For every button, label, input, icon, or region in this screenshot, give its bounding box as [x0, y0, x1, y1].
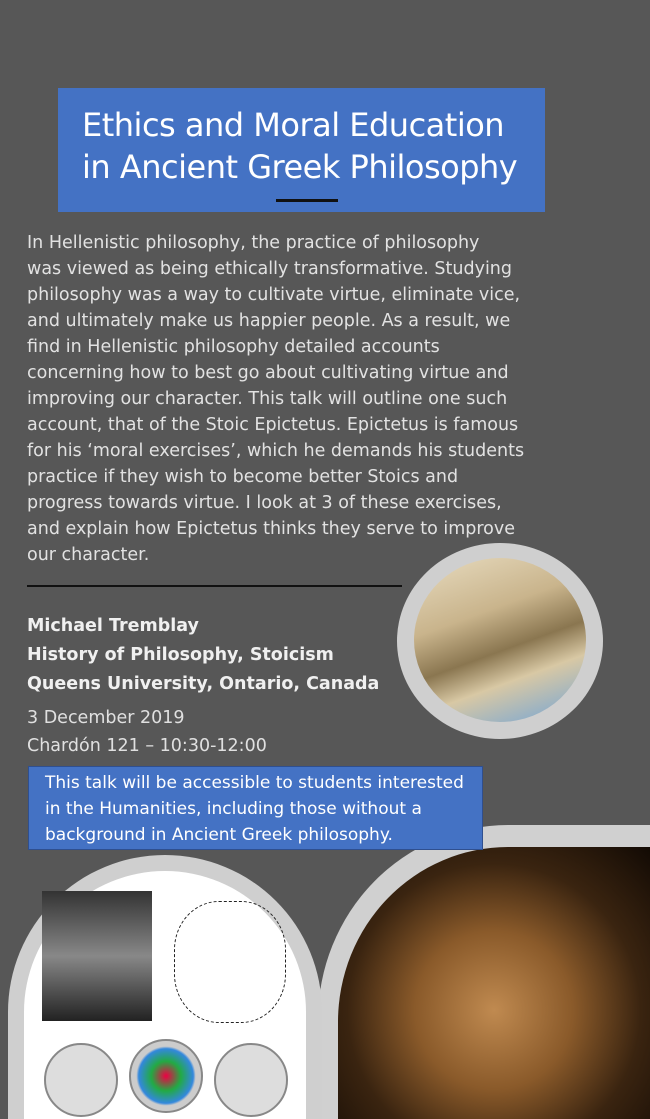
abstract-line: philosophy was a way to cultivate virtue, eliminate vice,: [27, 285, 521, 305]
abstract-line: practice if they wish to become better Stoics and: [27, 467, 459, 487]
title-line-1: Ethics and Moral Education: [82, 106, 505, 144]
abstract: [27, 230, 524, 568]
title-underline: [276, 199, 338, 202]
abstract-line: In Hellenistic philosophy, the practice of philosophy: [27, 233, 480, 253]
event-date: 3 December 2019: [27, 708, 185, 728]
abstract-line: progress towards virtue. I look at 3 of these exercises,: [27, 493, 502, 513]
abstract-line: our character.: [27, 545, 150, 565]
abstract-line: find in Hellenistic philosophy detailed accounts: [27, 337, 440, 357]
busts-photo: [318, 825, 650, 1119]
divider: [27, 585, 402, 587]
abstract-line: concerning how to best go about cultivating virtue and: [27, 363, 509, 383]
note-line: This talk will be accessible to students interested: [45, 773, 464, 793]
parthenon-photo: [397, 543, 603, 739]
note-line: in the Humanities, including those without a: [45, 799, 422, 819]
abstract-line: account, that of the Stoic Epictetus. Epictetus is famous: [27, 415, 519, 435]
speaker-name: Michael Tremblay: [27, 616, 199, 636]
abstract-line: for his ‘moral exercises’, which he demands his students: [27, 441, 525, 461]
abstract-line: was viewed as being ethically transformative. Studying: [27, 259, 513, 279]
event-location-time: Chardón 121 – 10:30-12:00: [27, 736, 267, 756]
speaker-affiliation: Queens University, Ontario, Canada: [27, 674, 380, 694]
speaker-field: History of Philosophy, Stoicism: [27, 645, 334, 665]
eye-tracking-figure: [8, 855, 322, 1119]
abstract-line: and ultimately make us happier people. As a result, we: [27, 311, 511, 331]
note-line: background in Ancient Greek philosophy.: [45, 825, 393, 845]
title-line-2: in Ancient Greek Philosophy: [82, 148, 518, 186]
abstract-line: improving our character. This talk will outline one such: [27, 389, 508, 409]
accessibility-note: [28, 766, 483, 850]
title-box: [58, 88, 545, 212]
abstract-line: and explain how Epictetus thinks they serve to improve: [27, 519, 516, 539]
